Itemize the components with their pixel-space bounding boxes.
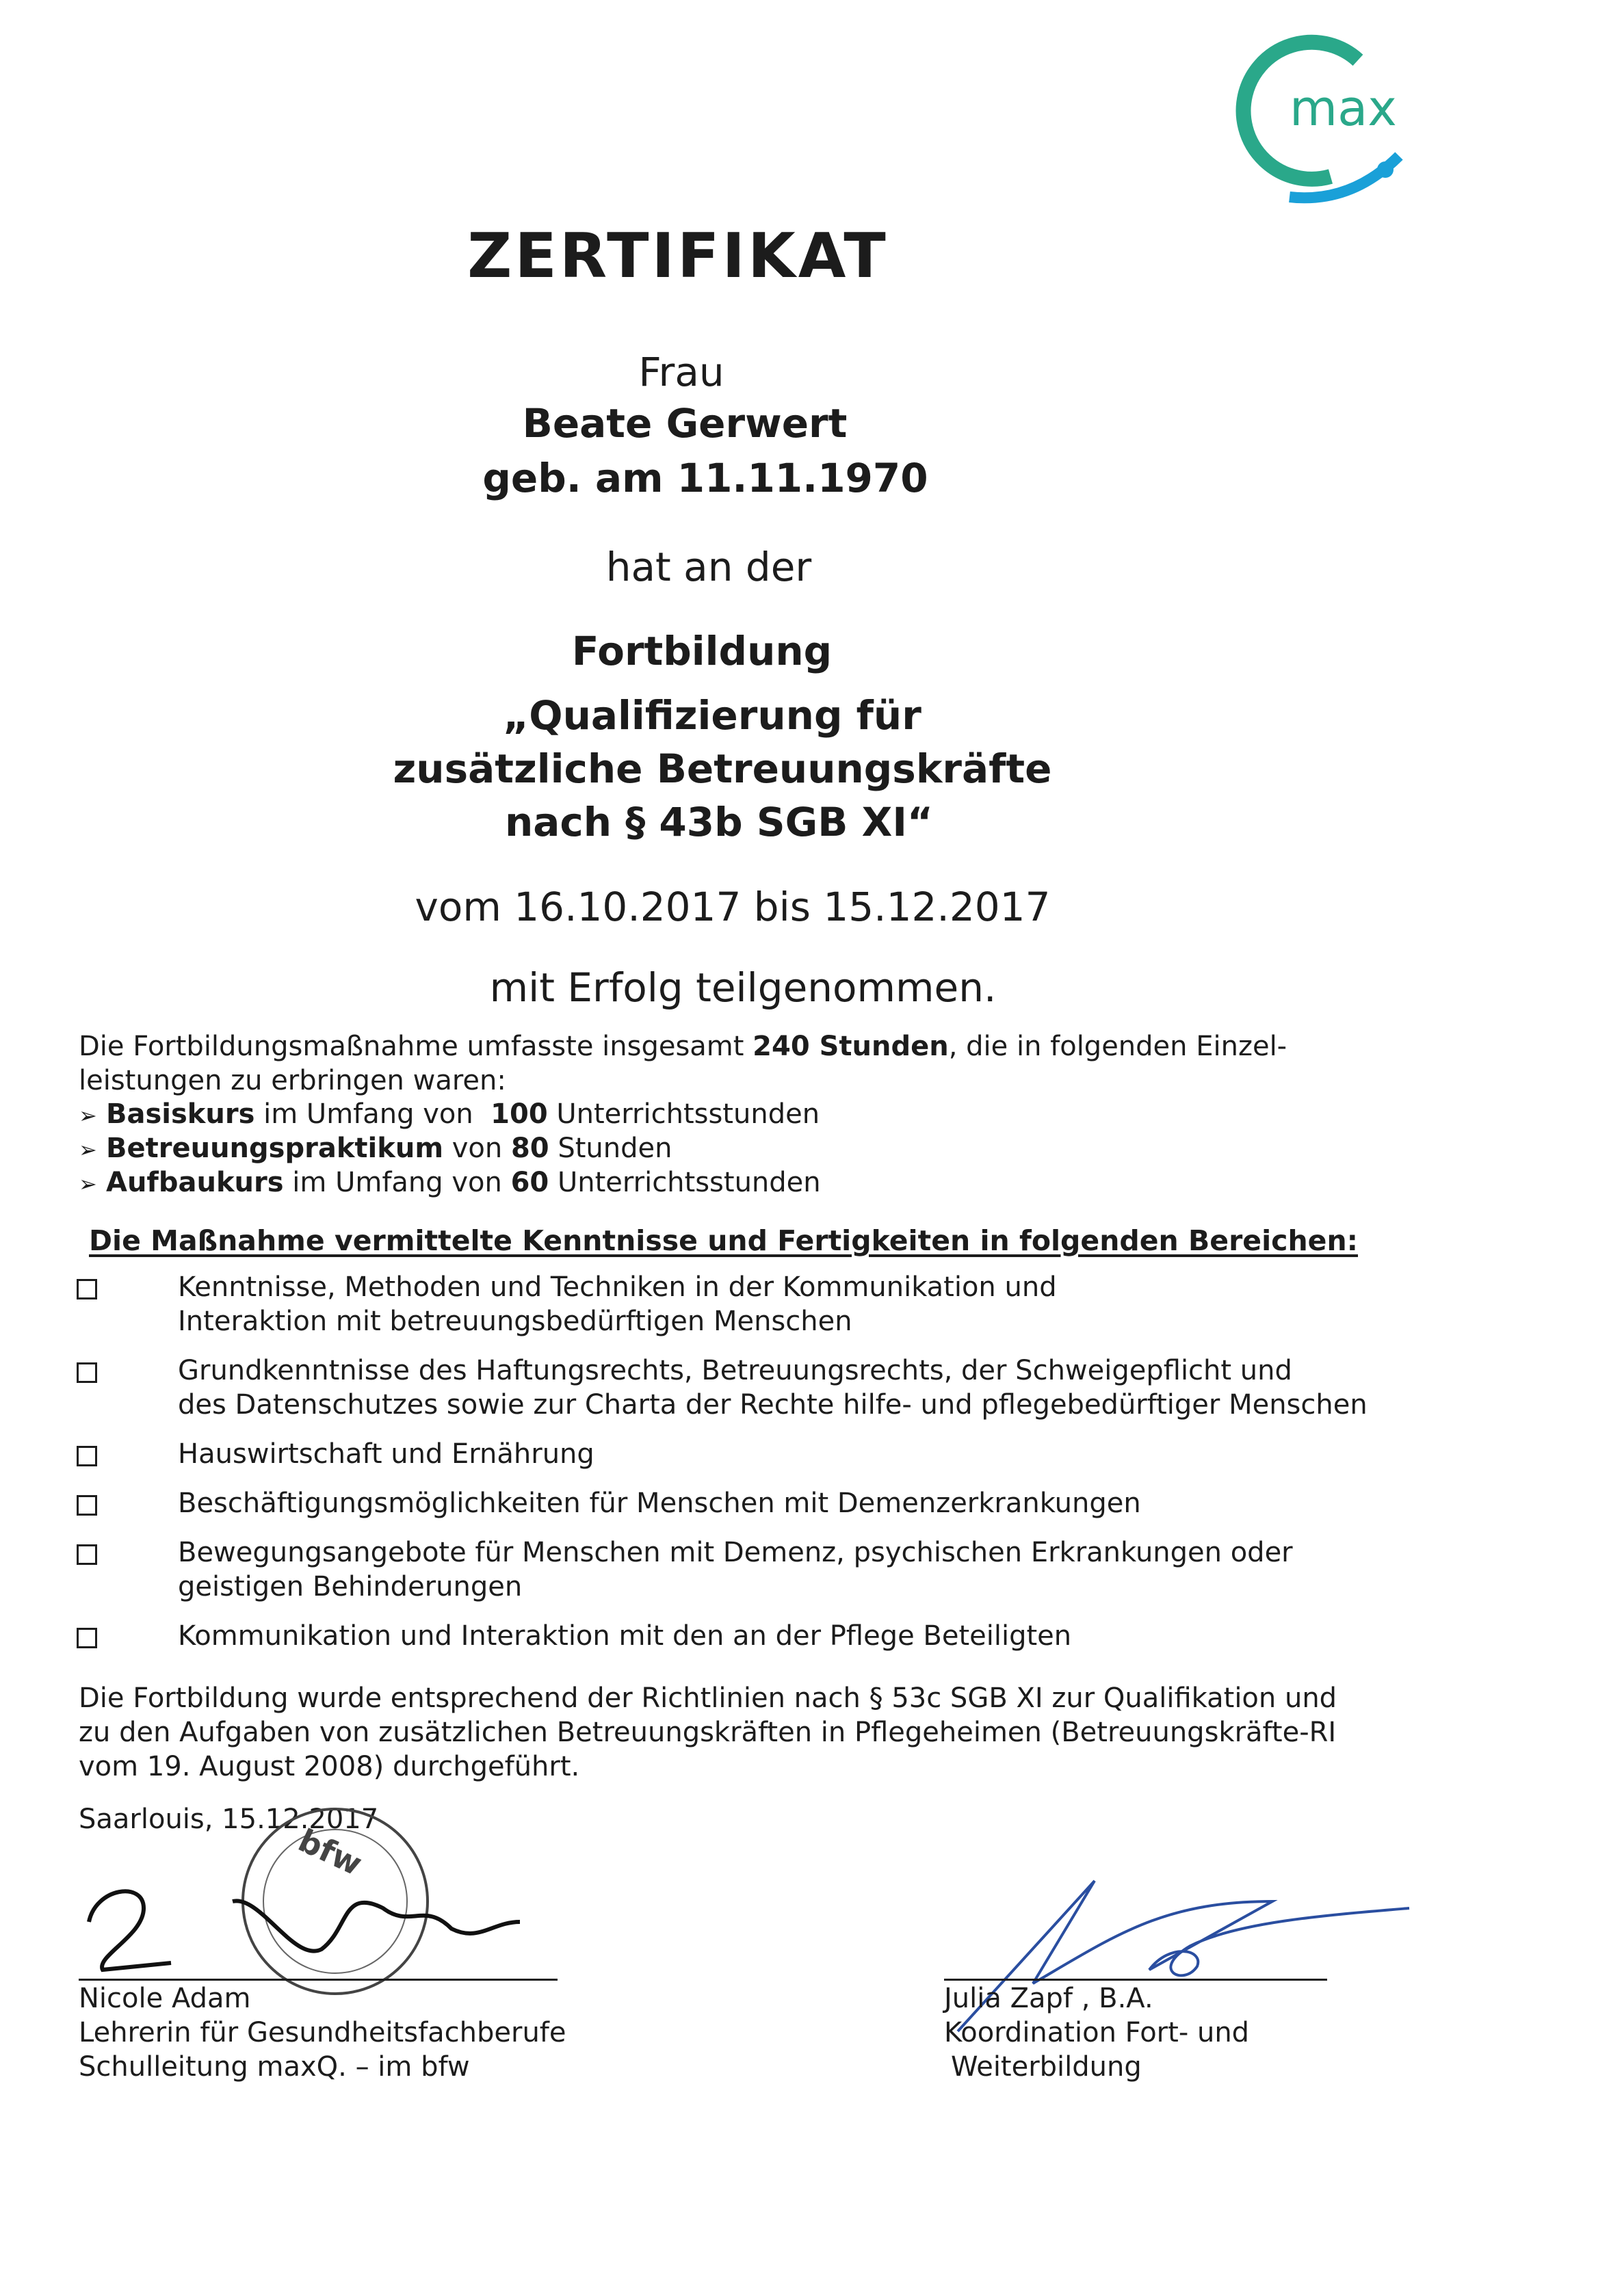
topic-line1: Bewegungsangebote für Menschen mit Demenz, psychischen Erkrankungen oder xyxy=(178,1537,1293,1568)
signatory-name: Julia Zapf , B.A. xyxy=(944,1983,1153,2014)
course-name-line3: nach § 43b SGB XI“ xyxy=(504,799,934,845)
topic-item xyxy=(77,1437,1445,1471)
salutation: Frau xyxy=(638,349,724,395)
checkbox-icon xyxy=(77,1362,97,1383)
checkbox-icon xyxy=(77,1495,97,1516)
course-result: mit Erfolg teilgenommen. xyxy=(489,964,997,1011)
signature-stamp-graphics xyxy=(68,1792,547,1997)
unit-rest: Unterrichtsstunden xyxy=(547,1098,820,1130)
recipient-name: Beate Gerwert xyxy=(522,400,848,447)
closing-line3: vom 19. August 2008) durchgeführt. xyxy=(79,1751,580,1782)
unit-middle: im Umfang von xyxy=(283,1167,511,1198)
topic-item xyxy=(77,1354,1445,1422)
topic-line1: Beschäftigungsmöglichkeiten für Menschen mit Demenzerkrankungen xyxy=(178,1488,1141,1519)
checkbox-icon xyxy=(77,1279,97,1299)
topic-line1: Kommunikation und Interaktion mit den an der Pflege Beteiligten xyxy=(178,1620,1072,1652)
arrow-bullet-icon: ➢ xyxy=(79,1171,97,1197)
checkbox-icon xyxy=(77,1544,97,1565)
unit-name: Aufbaukurs xyxy=(106,1167,284,1198)
topic-line1: Kenntnisse, Methoden und Techniken in der Kommunikation und xyxy=(178,1271,1057,1303)
unit-rest: Stunden xyxy=(549,1133,672,1164)
unit-item xyxy=(79,1132,821,1166)
topic-list xyxy=(77,1270,1445,1653)
certificate-title: ZERTIFIKAT xyxy=(467,220,889,292)
logo-text: max xyxy=(1290,79,1397,137)
topic-line1: Grundkenntnisse des Haftungsrechts, Betreuungsrechts, der Schweigepflicht und xyxy=(178,1355,1292,1386)
unit-item xyxy=(79,1166,821,1200)
course-name-line2: zusätzliche Betreuungskräfte xyxy=(393,745,1052,792)
unit-amount: 100 xyxy=(490,1098,548,1130)
closing-line2: zu den Aufgaben von zusätzlichen Betreuungskräften in Pflegeheimen (Betreuungskräfte-RI xyxy=(79,1717,1337,1748)
checkbox-icon xyxy=(77,1446,97,1466)
unit-amount: 60 xyxy=(510,1167,549,1198)
course-type: Fortbildung xyxy=(571,628,833,674)
unit-rest: Unterrichtsstunden xyxy=(549,1167,821,1198)
topic-line2: geistigen Behinderungen xyxy=(178,1571,523,1602)
signatory-role1: Lehrerin für Gesundheitsfachberufe xyxy=(79,2017,566,2048)
intro-text: hat an der xyxy=(605,544,812,590)
max-logo xyxy=(1214,33,1433,211)
topic-item xyxy=(77,1486,1445,1520)
topic-line2: des Datenschutzes sowie zur Charta der Rechte hilfe- und pflegebedürftiger Menschen xyxy=(178,1389,1368,1421)
signatory-name: Nicole Adam xyxy=(79,1983,251,2014)
place-date: Saarlouis, 15.12.2017 xyxy=(79,1804,379,1835)
scope-text xyxy=(79,1029,1287,1064)
signature-line-right xyxy=(944,1979,1327,1981)
closing-line1: Die Fortbildung wurde entsprechend der Richtlinien nach § 53c SGB XI zur Qualifikation und xyxy=(79,1683,1337,1714)
unit-name: Basiskurs xyxy=(106,1098,255,1130)
unit-amount: 80 xyxy=(510,1133,549,1164)
unit-middle: im Umfang von xyxy=(254,1098,491,1130)
scope-line2: leistungen zu erbringen waren: xyxy=(79,1065,506,1096)
checkbox-icon xyxy=(77,1628,97,1648)
scope-text-before: Die Fortbildungsmaßnahme umfasste insgesamt xyxy=(79,1031,753,1062)
course-name-line1: „Qualifizierung für xyxy=(503,692,921,739)
scope-hours: 240 Stunden xyxy=(753,1031,949,1062)
topic-line2: Interaktion mit betreuungsbedürftigen Menschen xyxy=(178,1306,852,1337)
unit-item xyxy=(79,1098,821,1132)
topic-item xyxy=(77,1619,1445,1653)
signatory-role2: Schulleitung maxQ. – im bfw xyxy=(79,2051,470,2083)
topics-heading: Die Maßnahme vermittelte Kenntnisse und Fertigkeiten in folgenden Bereichen: xyxy=(89,1224,1359,1257)
unit-list xyxy=(79,1098,821,1200)
stamp-text: bfw xyxy=(293,1821,368,1883)
arrow-bullet-icon: ➢ xyxy=(79,1103,97,1129)
topic-item xyxy=(77,1270,1445,1338)
signatory-role1: Koordination Fort- und xyxy=(944,2017,1250,2048)
birth-date: geb. am 11.11.1970 xyxy=(482,455,928,501)
unit-name: Betreuungspraktikum xyxy=(106,1133,444,1164)
signature-line-left xyxy=(79,1979,558,1981)
signatory-role2: Weiterbildung xyxy=(951,2051,1142,2083)
signature-adam xyxy=(89,1891,171,1970)
topic-item xyxy=(77,1535,1445,1604)
topic-line1: Hauswirtschaft und Ernährung xyxy=(178,1438,594,1470)
arrow-bullet-icon: ➢ xyxy=(79,1137,97,1163)
course-period: vom 16.10.2017 bis 15.12.2017 xyxy=(415,884,1051,930)
scope-text-after: , die in folgenden Einzel- xyxy=(948,1031,1287,1062)
unit-middle: von xyxy=(443,1133,511,1164)
